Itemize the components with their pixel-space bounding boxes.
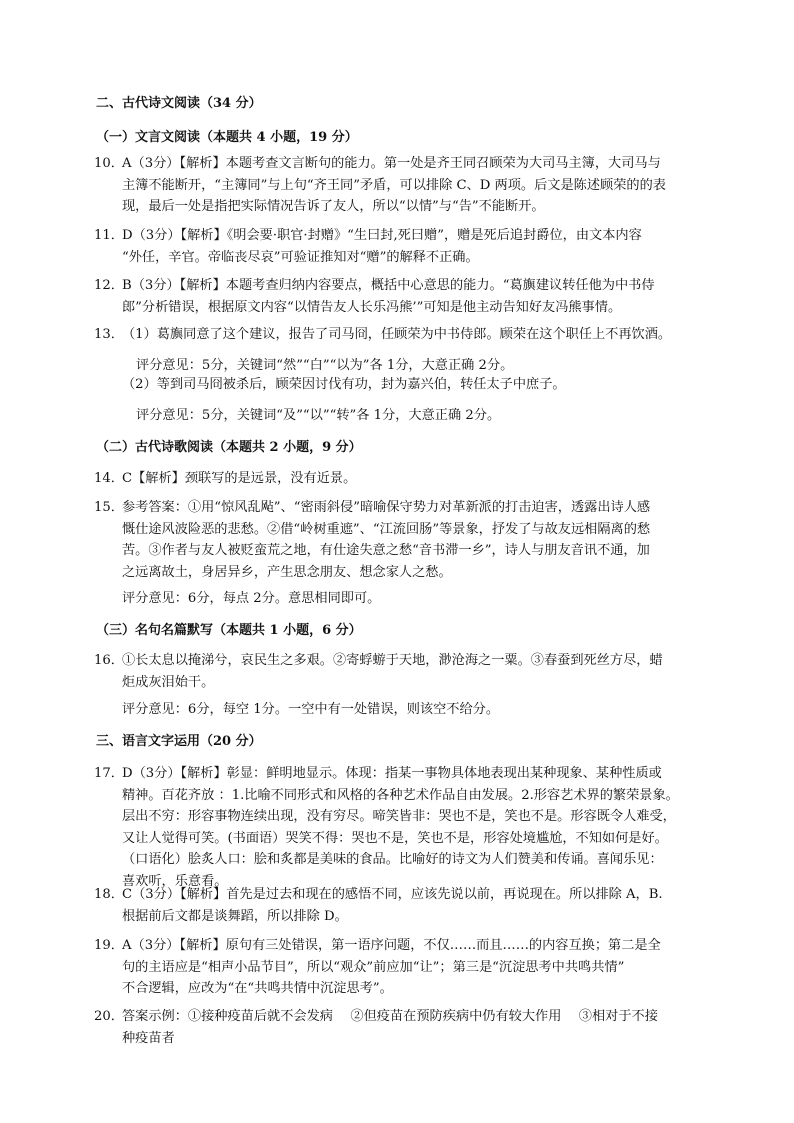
answer-line: C【解析】颈联写的是远景，没有近景。 (122, 471, 357, 486)
answer-item-19 (94, 935, 714, 1000)
question-number: 14． (94, 471, 124, 486)
answer-line: 又让人觉得可笑。(书面语）哭笑不得：哭也不是，笑也不是，形容处境尴尬，不知如何是好。 (122, 830, 668, 846)
answer-item-11 (94, 225, 714, 268)
answer-line: 苦。③作者与友人被贬蛮荒之地，有仕途失意之愁“音书滞一乡”，诗人与朋友音讯不通，加 (122, 543, 650, 558)
scoring-note: 评分意见：5分，关键词“及”“以”“转”各 1分，大意正确 2分。 (136, 408, 501, 423)
answer-item-13 (94, 324, 714, 346)
answer-item-17 (94, 763, 714, 892)
question-number: 16． (94, 653, 124, 668)
question-number: 17． (94, 766, 124, 781)
answer-line: （口语化）脍炙人口：脍和炙都是美味的食品。比喻好的诗文为人们赞美和传诵。喜闻乐见： (122, 852, 663, 867)
question-number: 13． (94, 327, 124, 342)
answer-line: 慨仕途风波险恶的悲愁。②借“岭树重遮”、“江流回肠”等景象，抒发了与故友远相隔离的愁 (122, 521, 651, 537)
answer-line: 答案示例：①接种疫苗后就不会发病 ②但疫苗在预防疾病中仍有较大作用 ③相对于不接 (122, 1009, 658, 1024)
scoring-note: 评分意见：6分，每空 1分。一空中有一处错误，则该空不给分。 (122, 702, 500, 717)
answer-line: 之远离故土，身居异乡，产生思念朋友、想念家人之愁。 (122, 564, 452, 580)
answer-line: （1）葛旟同意了这个建议，报告了司马冏，任顾荣为中书侍郎。顾荣在这个职任上不再饮酒。 (122, 327, 672, 342)
answer-line: 现，最后一处是指把实际情况告诉了友人，所以“以情”与“告”不能断开。 (122, 199, 545, 214)
answer-item-18 (94, 884, 714, 927)
answer-line: ①长太息以掩涕兮，哀民生之多艰。②寄蜉蝣于天地，渺沧海之一粟。③春蚕到死丝方尽，蜡 (122, 653, 663, 668)
answer-line: 不合逻辑，应改为“在“共鸣共情中沉淀思考”。 (122, 981, 393, 996)
question-number: 20． (94, 1009, 124, 1024)
answer-line: （2）等到司马冏被杀后，顾荣因讨伐有功，封为嘉兴伯，转任太子中庶子。 (122, 377, 566, 392)
answer-line: 根据前后文都是谈舞蹈，所以排除 D。 (122, 908, 348, 924)
section-heading-ancient-reading: 二、古代诗文阅读（34 分） (96, 96, 262, 111)
answer-line: 炬成灰泪始干。 (122, 674, 215, 690)
answer-item-12 (94, 275, 714, 318)
subsection-heading-classical-prose: （一）文言文阅读（本题共 4 小题，19 分） (96, 130, 358, 145)
question-number: 10． (94, 156, 124, 171)
subsection-heading-poetry: （二）古代诗歌阅读（本题共 2 小题，9 分） (96, 440, 362, 455)
answer-line: 种疫苗者 (122, 1030, 175, 1046)
answer-item-10 (94, 153, 714, 218)
question-number: 19． (94, 938, 124, 953)
answer-line: 精神。百花齐放 ：1.比喻不同形式和风格的各种艺术作品自由发展。2.形容艺术界的繁荣景象。 (122, 787, 679, 803)
answer-line: C（3分）【解析】首先是过去和现在的感悟不同，应该先说以前，再说现在。所以排除 A，B. (122, 887, 663, 902)
question-number: 12． (94, 278, 124, 293)
answer-line: 郎”分析错误，根据原文内容“以情告友人长乐冯熊’”可知是他主动告知好友冯熊事情。 (122, 299, 622, 315)
question-number: 18． (94, 887, 124, 902)
answer-item-15 (94, 497, 714, 583)
section-heading-language-use: 三、语言文字运用（20 分） (96, 734, 262, 749)
answer-line: “外任，辛官。帝临丧尽哀”可验证推知对“赠”的解释不正确。 (122, 249, 479, 265)
answer-item-14 (94, 468, 714, 490)
answer-item-16 (94, 650, 714, 693)
subsection-heading-recitation: （三）名句名篇默写（本题共 1 小题，6 分） (96, 623, 362, 638)
answer-line: 层出不穷：形容事物连续出现，没有穷尽。啼笑皆非：哭也不是，笑也不是。形容既令人难受， (122, 809, 676, 824)
answer-line: A（3分）【解析】本题考查文言断句的能力。第一处是齐王同召顾荣为大司马主簿，大司马与 (122, 156, 661, 171)
question-number: 11． (94, 228, 124, 243)
answer-line: 句的主语应是“相声小品节目”，所以“观众”前应加“让”；第三是“沉淀思考中共鸣共情” (122, 959, 625, 975)
answer-line: 喜欢听，乐意看。 (122, 873, 228, 889)
answer-line: D（3分）【解析】《明会要·职官·封赠》“生曰封,死曰赠”，赠是死后追封爵位，由文本内容 (122, 228, 642, 243)
answer-item-20 (94, 1006, 714, 1049)
answer-line: 参考答案：①用“惊风乱飐”、“密雨斜侵”暗喻保守势力对革新派的打击迫害，透露出诗人感 (122, 500, 651, 515)
answer-line: D（3分）【解析】彰显：鲜明地显示。体现：指某一事物具体地表现出某种现象、某种性质或 (122, 766, 662, 781)
answer-line: A（3分）【解析】原句有三处错误，第一语序问题，不仅……而且……的内容互换；第二是全 (122, 938, 661, 953)
scoring-note: 评分意见：5分，关键词“然”“白”“以为”各 1分，大意正确 2分。 (136, 358, 514, 373)
question-number: 15． (94, 500, 124, 515)
answer-line: 主簿不能断开，“主簿同”与上句“齐王同”矛盾，可以排除 C、D 两项。后文是陈述顾荣的的表 (122, 177, 666, 193)
answer-line: B（3分）【解析】本题考查归纳内容要点，概括中心意思的能力。“葛旟建议转任他为中书侍 (122, 278, 655, 293)
scoring-note: 评分意见：6分，每点 2分。意思相同即可。 (122, 591, 381, 606)
